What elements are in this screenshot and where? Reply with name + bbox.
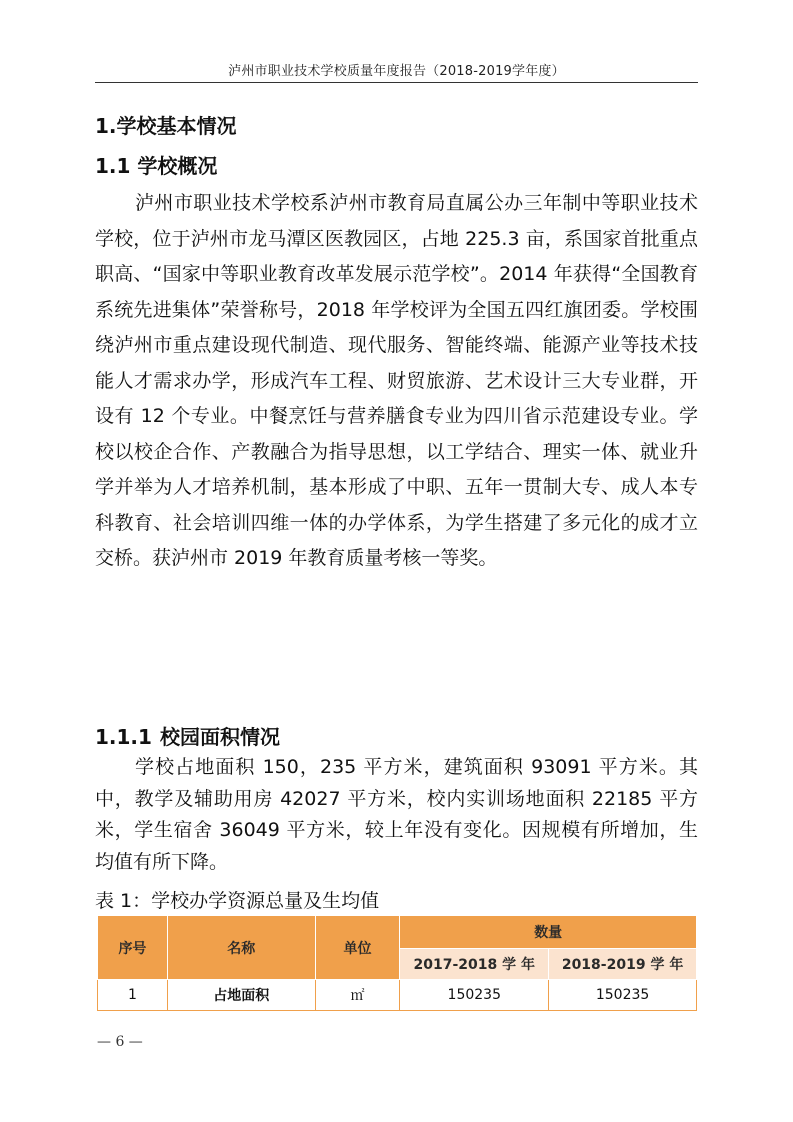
- section-heading-1-1: 1.1 学校概况: [95, 154, 218, 178]
- cell-year-2: 150235: [549, 980, 697, 1011]
- campus-area-paragraph: 学校占地面积 150，235 平方米，建筑面积 93091 平方米。其中，教学及辅助用房 42027 平方米，校内实训场地面积 22185 平方米，学生宿舍 36049 平方米，较上年没有变化。因规模有所增加，生均值有所下降。: [95, 756, 698, 873]
- page-header: 泸州市职业技术学校质量年度报告（2018-2019学年度）: [228, 64, 565, 79]
- school-overview-paragraph: 泸州市职业技术学校系泸州市教育局直属公办三年制中等职业技术学校，位于泸州市龙马潭区医教园区，占地 225.3 亩，系国家首批重点职高、“国家中等职业教育改革发展示范学校”。2014 年获得“全国教育系统先进集体”荣誉称号，2018 年学校评为全国五四红旗团委。学校围绕泸州市重点建设现代制造、现代服务、智能终端、能源产业等技术技能人才需求办学，形成汽车工程、财贸旅游、艺术设计三大专业群，开设有 12 个专业。中餐烹饪与营养膳食专业为四川省示范建设专业。学校以校企合作、产教融合为指导思想，以工学结合、理实一体、就业升学并举为人才培养机制，基本形成了中职、五年一贯制大专、成人本专科教育、社会培训四维一体的办学体系，为学生搭建了多元化的成才立交桥。获泸州市 2019 年教育质量考核一等奖。: [95, 192, 698, 569]
- section-heading-1-1-1: [95, 721, 280, 750]
- section-title: 校园面积情况: [160, 725, 280, 749]
- section-heading-1: 1.学校基本情况: [95, 114, 237, 138]
- header-seq: 序号: [98, 916, 168, 980]
- header-divider: [95, 82, 698, 83]
- header-year-2: 2018-2019 学 年: [549, 949, 697, 980]
- header-unit: 单位: [315, 916, 400, 980]
- header-quantity: 数量: [400, 916, 697, 949]
- table-row: [98, 980, 697, 1011]
- resources-table: [97, 915, 697, 1011]
- cell-name: 占地面积: [167, 980, 315, 1011]
- page-number: — 6 —: [97, 1034, 143, 1050]
- header-name: 名称: [167, 916, 315, 980]
- section-number: 1.1.1: [95, 725, 152, 749]
- cell-year-1: 150235: [400, 980, 549, 1011]
- cell-seq: 1: [98, 980, 168, 1011]
- table-caption: 表 1：学校办学资源总量及生均值: [95, 890, 380, 912]
- header-year-1: 2017-2018 学 年: [400, 949, 549, 980]
- cell-unit: ㎡: [315, 980, 400, 1011]
